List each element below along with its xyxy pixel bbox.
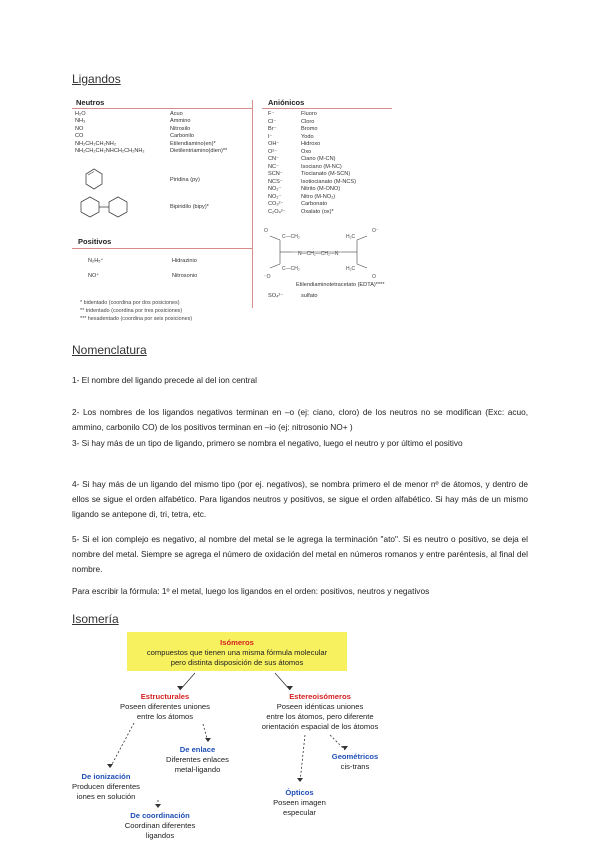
node-text: Diferentes enlaces xyxy=(166,755,229,764)
bipyridine-label: Bipiridilo (bipy)* xyxy=(170,204,209,210)
formula-order-note: Para escribir la fórmula: 1º el metal, luego los ligandos en el orden: positivos, neutros y negativos xyxy=(72,586,430,596)
nomenclatura-rule-1: 1- El nombre del ligando precede al del ion central xyxy=(72,375,257,385)
arrowhead-icon xyxy=(297,778,303,782)
connector-line xyxy=(300,735,305,782)
neutros-row: H₂O Acuo xyxy=(75,111,183,117)
node-text: iones en solución xyxy=(76,792,136,801)
anionicos-row: CN⁻ Ciano (M-CN) xyxy=(268,156,336,162)
coordinacion-node xyxy=(115,811,205,841)
anionicos-row: O²⁻ Oxo xyxy=(268,148,312,155)
estructurales-node xyxy=(115,692,215,722)
anionicos-row: NO₂⁻ Nitro (M-NO₂) xyxy=(268,193,336,200)
svg-text:C—CH₂: C—CH₂ xyxy=(282,266,300,272)
positivos-row: NO⁺ Nitrosonio xyxy=(88,273,198,280)
nomenclatura-rule-4: 4- Si hay más de un ligando del mismo tipo (por ej. negativos), se nombra primero el de menor nº de átomos, y dentro de ellos se sigue el orden alfabético. Para ligandos neutros y positivos, se sigue el orden alfabético. Si hay más de un mismo ligando se antepone di, tri, tetra, etc. xyxy=(72,479,528,519)
footnote: * bidentado (coordina por dos posiciones) xyxy=(80,300,180,306)
node-text: Producen diferentes xyxy=(72,782,140,791)
arrowhead-icon xyxy=(205,738,211,742)
node-text: especular xyxy=(283,808,316,817)
node-text: cis-trans xyxy=(340,762,370,771)
node-text: ligandos xyxy=(145,831,175,840)
node-text: Poseen idénticas uniones xyxy=(276,702,364,711)
connector-line xyxy=(330,735,345,750)
estructurales-title: Estructurales xyxy=(140,692,190,701)
svg-text:H₂C: H₂C xyxy=(346,234,356,240)
connector-line xyxy=(110,723,134,768)
anionicos-row: OH⁻ Hidroxo xyxy=(268,141,321,147)
anionicos-row: NO₂⁻ Nitrito (M-ONO) xyxy=(268,186,341,192)
geometricos-title: Geométricos xyxy=(331,752,379,761)
svg-text:O: O xyxy=(372,274,376,280)
neutros-row: NH₂CH₂CH₂NHCH₂CH₂NH₂ Dietilentriamino(dien)** xyxy=(75,148,228,155)
enlace-title: De enlace xyxy=(179,745,216,754)
anionicos-row: SCN⁻ Tiocianato (M-SCN) xyxy=(268,171,351,177)
node-text: metal-ligando xyxy=(174,765,221,774)
neutros-header: Neutros xyxy=(76,98,105,107)
anionicos-row: NCS⁻ Isotiocianato (M-NCS) xyxy=(268,178,357,185)
anionicos-row: F⁻ Fluoro xyxy=(268,111,317,117)
svg-text:N—CH₂—CH₂—N: N—CH₂—CH₂—N xyxy=(298,251,339,257)
edta-label: Etilendiaminotetracetato (EDTA)**** xyxy=(296,282,385,288)
node-text: Coordinan diferentes xyxy=(124,821,196,830)
svg-text:H₂C: H₂C xyxy=(346,266,356,272)
svg-text:C—CH₂: C—CH₂ xyxy=(282,234,300,240)
positivos-header: Positivos xyxy=(78,237,112,246)
coordinacion-title: De coordinación xyxy=(130,811,190,820)
anionicos-row: Br⁻ Bromo xyxy=(268,126,318,132)
neutros-row: NH₃ Ammino xyxy=(75,118,191,125)
positivos-row: N₂H₅⁺ Hidrazinio xyxy=(88,258,197,264)
node-text: entre los átomos, pero diferente xyxy=(266,712,374,721)
ligandos-title: Ligandos xyxy=(72,72,121,86)
neutros-row: NH₂CH₂CH₂NH₂ Etilendiamino(en)* xyxy=(75,140,216,147)
ionizacion-title: De ionización xyxy=(81,772,131,781)
isomeros-title: Isómeros xyxy=(220,638,254,647)
svg-text:⁻O: ⁻O xyxy=(264,274,271,280)
arrowhead-icon xyxy=(107,764,113,768)
geometricos-node xyxy=(320,752,390,772)
node-text: Poseen imagen xyxy=(273,798,326,807)
svg-text:O⁻: O⁻ xyxy=(372,228,379,234)
enlace-node xyxy=(155,745,240,775)
neutros-row: CO Carbonilo xyxy=(75,133,194,140)
anionicos-row: CO₃²⁻ Carbonato xyxy=(268,201,328,207)
sulfato-row: SO₄²⁻ sulfato xyxy=(268,293,318,299)
footnote: *** hexadentado (coordina por seis posiciones) xyxy=(80,316,193,322)
node-text: entre los átomos xyxy=(136,712,194,721)
estereoisomeros-title: Estereoisómeros xyxy=(289,692,351,701)
anionicos-row: NC⁻ Isociano (M-NC) xyxy=(268,163,342,170)
anionicos-row: I⁻ Yodo xyxy=(268,133,314,140)
opticos-node xyxy=(262,788,337,818)
isomeria-title: Isomería xyxy=(72,612,119,626)
node-text: Poseen diferentes uniones xyxy=(120,702,210,711)
arrowhead-icon xyxy=(155,804,161,808)
neutros-row: NO Nitrosilo xyxy=(75,125,191,132)
opticos-title: Ópticos xyxy=(285,788,314,797)
arrowhead-icon xyxy=(342,746,348,750)
pyridine-label: Piridina (py) xyxy=(170,177,200,183)
anionicos-row: Cl⁻ Cloro xyxy=(268,118,315,125)
footnote: ** tridentado (coordina por tres posiciones) xyxy=(80,308,183,314)
node-text: orientación espacial de los átomos xyxy=(261,722,379,731)
isomeros-line: pero distinta disposición de sus átomos xyxy=(170,658,304,667)
nomenclatura-title: Nomenclatura xyxy=(72,343,147,357)
connector-line xyxy=(180,673,195,690)
svg-text:O: O xyxy=(264,228,268,234)
nomenclatura-rule-2: 2- Los nombres de los ligandos negativos terminan en –o (ej: ciano, cloro) de los neutros no se modifican (Exc: acuo, ammino, carbonilo CO) de los positivos terminan en –io (ej: nitrosonio NO+ ) xyxy=(72,407,528,432)
nomenclatura-rule-3: 3- Si hay más de un tipo de ligando, primero se nombra el negativo, luego el neutro y por último el positivo xyxy=(72,438,463,448)
anionicos-row: C₂O₄²⁻ Oxalato (ox)* xyxy=(268,208,334,215)
estereoisomeros-node xyxy=(255,692,385,732)
isomeros-line: compuestos que tienen una misma fórmula molecular xyxy=(146,648,328,657)
ionizacion-node xyxy=(62,772,150,802)
connector-line xyxy=(275,673,290,690)
nomenclatura-rule-5: 5- Si el ion complejo es negativo, al nombre del metal se le agrega la terminación "ato". Si es neutro o positivo, se deja el nombre del metal. Siempre se agrega el número de oxidación del metal en números romanos y entre paréntesis, al final del nombre. xyxy=(72,534,528,574)
anionicos-header: Aniónicos xyxy=(268,98,305,107)
